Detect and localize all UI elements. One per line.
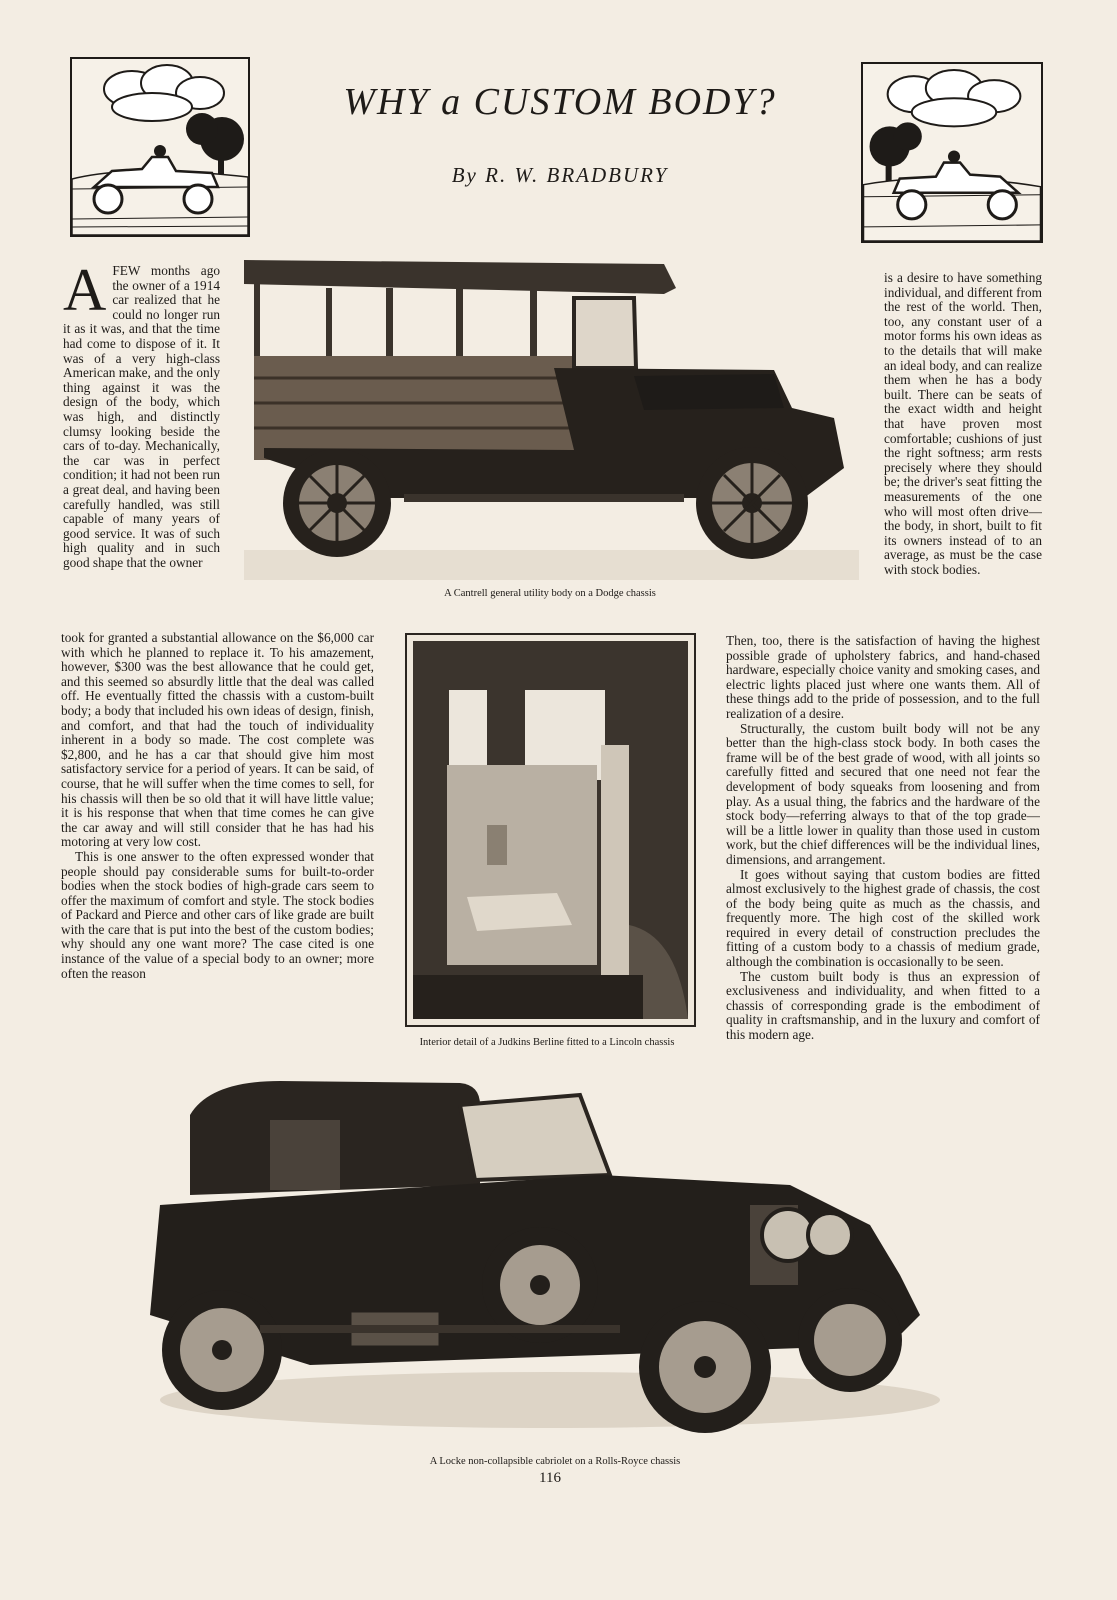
column-1-top xyxy=(63,264,220,629)
photo-judkins-lincoln xyxy=(405,633,696,1027)
column-3-bottom xyxy=(726,634,1040,1120)
caption-locke: A Locke non-collapsible cabriolet on a Rolls-Royce chassis xyxy=(429,1456,681,1467)
paragraph-3-4: The custom built body is thus an expression of exclusiveness and individuality, and when fitted to a chassis of corresponding grade is the embodiment of quality in craftsmanship, and in the luxury and comfort of this modern age. xyxy=(726,968,1040,1043)
vintage-car-drawing-icon xyxy=(863,64,1041,241)
article-byline: By R. W. BRADBURY xyxy=(451,163,669,187)
page-number: 116 xyxy=(539,1470,561,1486)
paragraph-3-2: Structurally, the custom built body will not be any better than the high-class stock body. In both cases the frame will be of the best grade of wood, with all joints so carefully fitted and secured that one need not fear the development of body squeaks from loosening and from play. As a usual thing, the fabrics and the hardware of the stock body—referring always to that of the top grade—will be a little lower in quality than those used in custom work, but the chief differences will be the individual lines, dimensions, and arrangement. xyxy=(726,720,1040,867)
paragraph-3-3: It goes without saying that custom bodies are fitted almost exclusively to the highest grade of chassis, the cost of the body being quite as much as the chassis, and frequently more. The high cost of the skilled work required in every detail of construction precludes the fitting of a custom body to a chassis of medium grade, although the combination is occasionally to be seen. xyxy=(726,866,1040,970)
header-illustration-right xyxy=(861,62,1043,243)
column-3-top xyxy=(884,271,1042,633)
paragraph-1-top: FEW months ago the owner of a 1914 car realized that he could no longer run it as it was, and that the time had come to dispose of it. It was of a very high-class American make, and the only thing against it was the design of the body, which was high, and distinctly clumsy looking beside the cars of to-day. Mechanically, the car was in perfect condition; it had not been run a great deal, and having been carefully handled, was still capable of many years of good service. It was of such high quality and in such good shape that the owner xyxy=(63,264,220,570)
paragraph-1-cont: took for granted a substantial allowance on the $6,000 car with which he planned to replace it. To his amazement, however, $300 was the best allowance that he could get, and this seemed so absurdly little that the deal was called off. He eventually fitted the chassis with a custom-built body; a body that included his own ideas of design, finish, and comfort, and that had the touch of individuality inherent in a body so made. The cost complete was $2,800, and he has a car that should give him most satisfactory service for a period of years. It can be said, of course, that he will suffer when the time comes to sell, for his chassis will then be so old that it will have little value; it is his response that when that time comes he can give the car away and will still consider that he has had his motoring at very low cost. xyxy=(61,631,374,850)
drop-cap: A xyxy=(63,264,107,323)
photo-locke-rolls-royce xyxy=(130,1075,960,1455)
paragraph-3-top: is a desire to have something individual, and different from the rest of the world. Then, too, any constant user of a motor forms his own ideas as to the details that will make an ideal body, and can realize them when he has a body built. There can be seats of the exact width and height that have proven most comfortable; cushions of just the right softness; arm rests precisely where they should be; the driver's seat fitting the measurements of the one who will most often drive—the body, in short, built to fit its owners instead of to an average, as must be the case with stock bodies. xyxy=(884,271,1042,577)
vintage-car-drawing-icon xyxy=(72,59,248,235)
header-illustration-left xyxy=(70,57,250,237)
utility-car-photo-icon xyxy=(244,258,859,580)
article-title: WHY a CUSTOM BODY? xyxy=(343,81,777,123)
caption-judkins: Interior detail of a Judkins Berline fitted to a Lincoln chassis xyxy=(419,1037,675,1048)
column-1-bottom xyxy=(61,631,374,1041)
car-interior-photo-icon xyxy=(407,635,694,1025)
rolls-royce-cabriolet-photo-icon xyxy=(130,1075,960,1455)
caption-cantrell: A Cantrell general utility body on a Dodge chassis xyxy=(444,588,656,599)
paragraph-3-1: Then, too, there is the satisfaction of having the highest possible grade of upholstery fabrics, and hand-chased hardware, especially choice vanity and smoking cases, and electric lights placed just where one wants them. All of these things add to the pride of possession, and to the full realization of a desire. xyxy=(726,634,1040,721)
paragraph-2: This is one answer to the often expressed wonder that people should pay considerable sums for built-to-order bodies when the stock bodies of high-grade cars seem to offer the maximum of comfort and style. The stock bodies of Packard and Pierce and other cars of like grade are built with the care that is put into the best of the custom bodies; why should any one want more? The case cited is one instance of the value of a special body to an owner; more often the reason xyxy=(61,848,374,981)
photo-cantrell-dodge xyxy=(244,258,859,580)
